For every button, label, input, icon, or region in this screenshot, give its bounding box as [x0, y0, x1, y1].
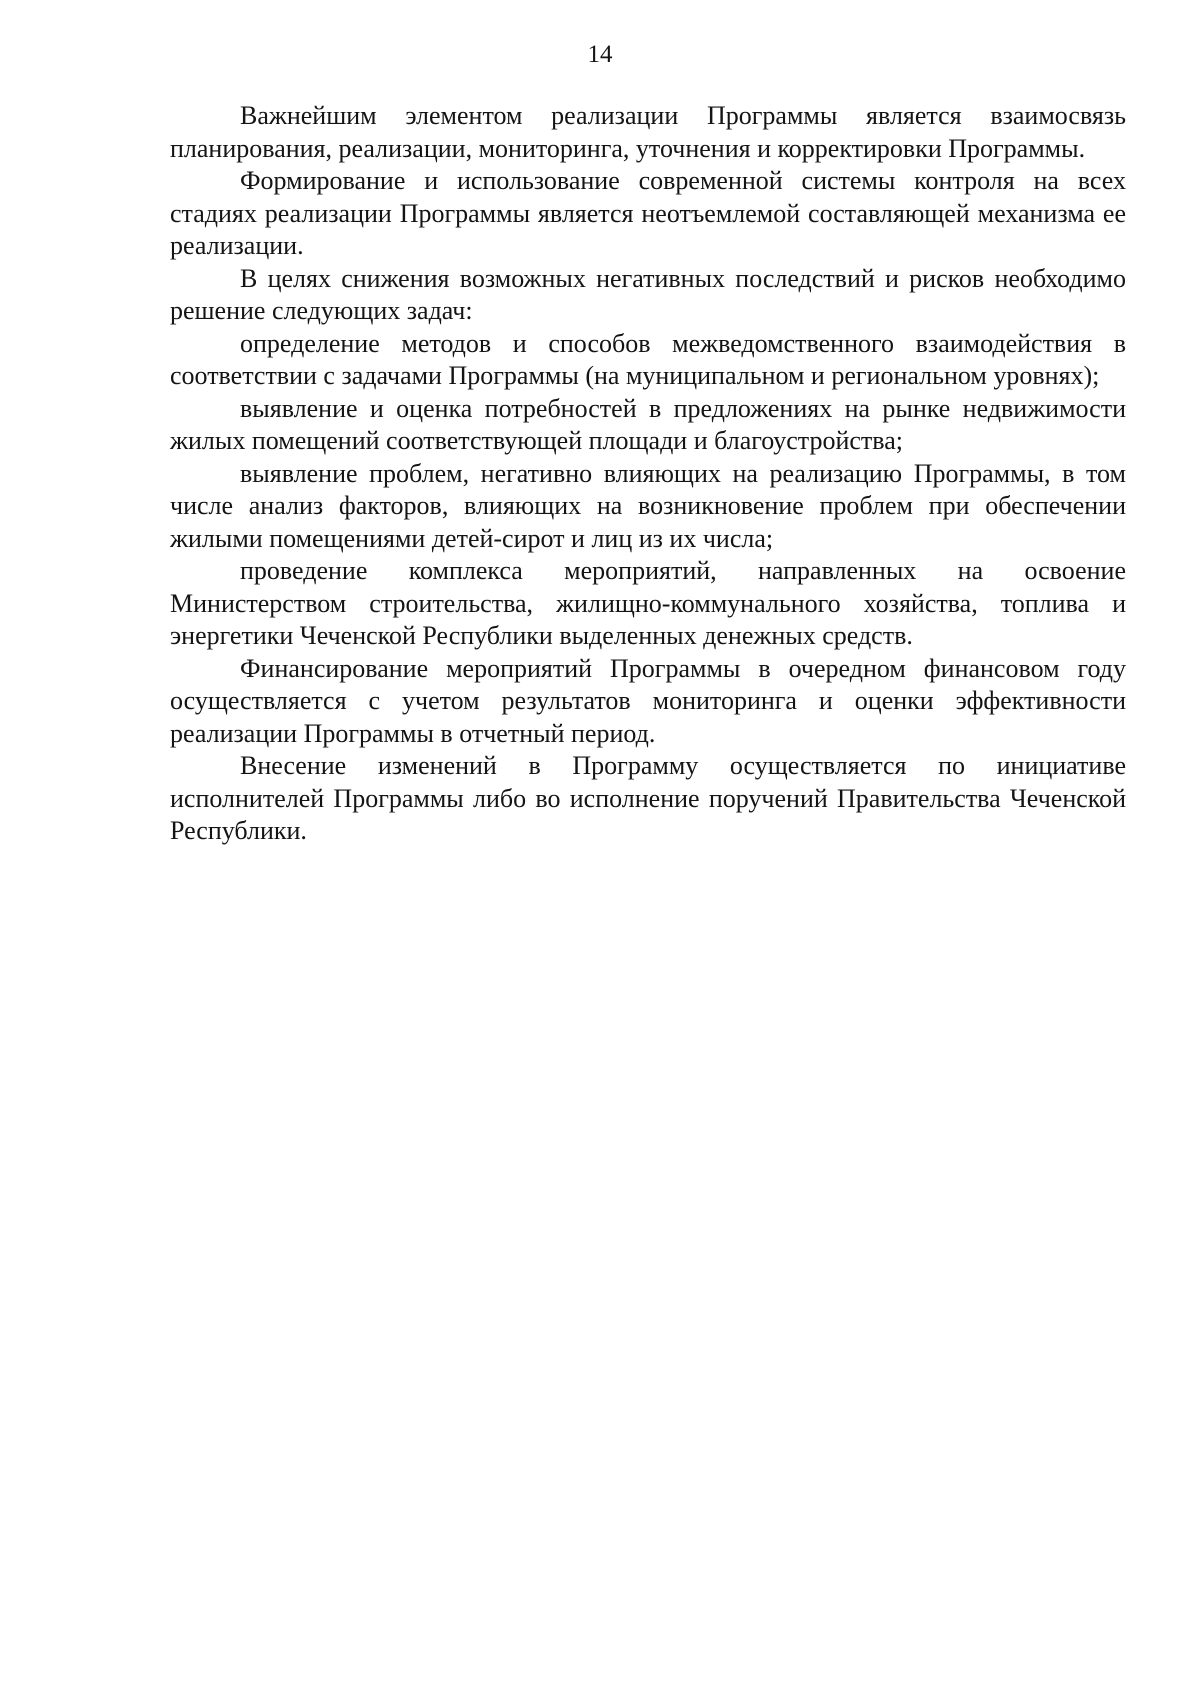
task-interagency-interaction: определение методов и способов межведомственного взаимодействия в соответствии с задачами Программы (на муниципальном и региональном уровнях);: [170, 328, 1126, 390]
task-problem-identification: выявление проблем, негативно влияющих на реализацию Программы, в том числе анализ факторов, влияющих на возникновение проблем при обеспечении жилыми помещениями детей-сирот и лиц из их числа;: [170, 458, 1126, 553]
task-funds-utilization: проведение комплекса мероприятий, направленных на освоение Министерством строительства, жилищно-коммунального хозяйства, топлива и энергетики Чеченской Республики выделенных денежных средств.: [170, 556, 1126, 650]
paragraph-risk-mitigation: В целях снижения возможных негативных последствий и рисков необходимо решение следующих задач:: [170, 263, 1126, 325]
paragraph-control-system: Формирование и использование современной системы контроля на всех стадиях реализации Программы является неотъемлемой составляющей механизма ее реализации.: [170, 166, 1126, 260]
paragraph-program-interrelation: Важнейшим элементом реализации Программы является взаимосвязь планирования, реализации, мониторинга, уточнения и корректировки Программы.: [170, 101, 1126, 163]
paragraph-financing: Финансирование мероприятий Программы в очередном финансовом году осуществляется с учетом результатов мониторинга и оценки эффективности реализации Программы в отчетный период.: [170, 653, 1126, 748]
document-body: [170, 100, 1126, 848]
page-number: 14: [587, 41, 613, 68]
task-needs-assessment: выявление и оценка потребностей в предложениях на рынке недвижимости жилых помещений соответствующей площади и благоустройства;: [170, 393, 1126, 455]
paragraph-program-amendments: Внесение изменений в Программу осуществляется по инициативе исполнителей Программы либо во исполнение поручений Правительства Чеченской Республики.: [170, 751, 1126, 845]
